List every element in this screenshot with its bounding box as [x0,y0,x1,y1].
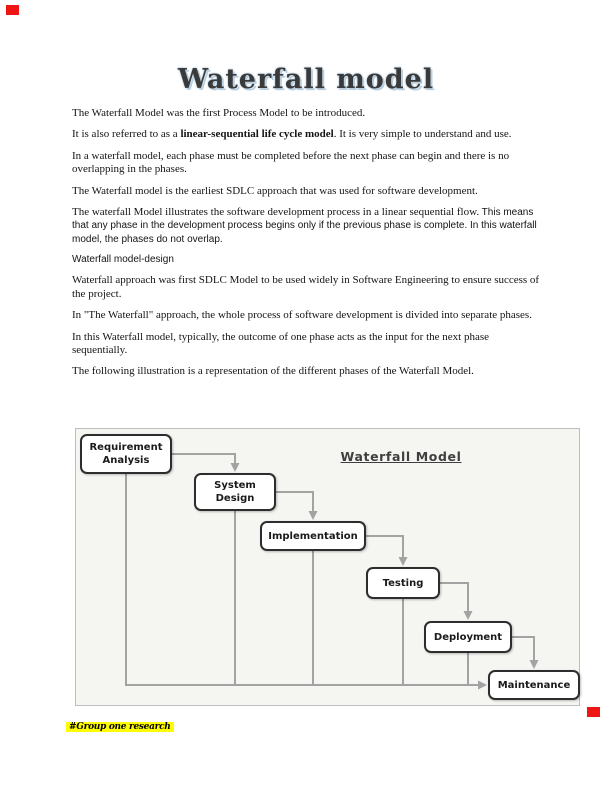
paragraph-no-overlap [72,150,540,177]
document-content [72,64,540,387]
phase-label: Maintenance [497,679,571,691]
paragraph-text: In "The Waterfall" approach, the whole process of software development is divided into separate phases. [72,309,532,322]
diagram-title: Waterfall Model [340,449,462,464]
paragraph-text-sans: This means that any phase in the development process begins only if the previous phase is complete. In this waterfall model, the phases do not overlap. [72,207,537,245]
paragraph-text: The Waterfall Model was the first Process Model to be introduced. [72,107,366,119]
paragraph-intro [72,107,540,120]
footer-group-note: #Group one research [66,722,174,732]
paragraph-text: The Waterfall model is the earliest SDLC approach that was used for software development. [72,184,478,197]
phase-label: Requirement Analysis [89,442,163,466]
phase-label: System Design [214,480,256,504]
paragraph-outcome-input [72,331,540,358]
paragraph-text: Waterfall model-design [72,254,174,266]
phase-box-testing [366,567,440,599]
paragraph-text: In this Waterfall model, typically, the outcome of one phase acts as the input for the next phase sequentially. [72,330,489,357]
paragraph-text: . It is very simple to understand and use. [333,128,512,141]
phase-box-system-design [194,473,276,511]
paragraph-separate-phases [72,309,540,322]
paragraph-model-design-heading [72,254,540,266]
paragraph-first-sdlc [72,274,540,301]
paragraph-text: Waterfall approach was first SDLC Model to be used widely in Software Engineering to ensure success of the project. [72,274,540,300]
phase-box-deployment [424,621,512,653]
phase-label: Implementation [268,530,358,542]
phase-label: Deployment [433,631,503,643]
phase-label: Testing [382,577,424,589]
phase-box-requirement-analysis [80,434,172,474]
paragraph-earliest-sdlc [72,185,540,198]
paragraph-text: In a waterfall model, each phase must be completed before the next phase can begin and there is no overlapping in the phases. [72,149,510,176]
paragraph-linear-sequential [72,128,540,141]
paragraph-text: The waterfall Model illustrates the software development process in a linear sequential flow. [72,206,480,219]
phase-box-maintenance [488,670,580,700]
paragraph-text: It is also referred to as a [72,128,181,141]
red-annotation-mark-bottom [587,707,600,717]
paragraph-linear-flow [72,206,540,246]
waterfall-diagram [75,428,580,706]
red-annotation-mark-top [6,5,19,15]
phase-box-implementation [260,521,366,551]
page-title: Waterfall model [177,64,435,95]
paragraph-illustration-note [72,365,540,378]
bold-term: linear-sequential life cycle model [180,128,334,141]
paragraph-text: The following illustration is a representation of the different phases of the Waterfall Model. [72,365,474,378]
